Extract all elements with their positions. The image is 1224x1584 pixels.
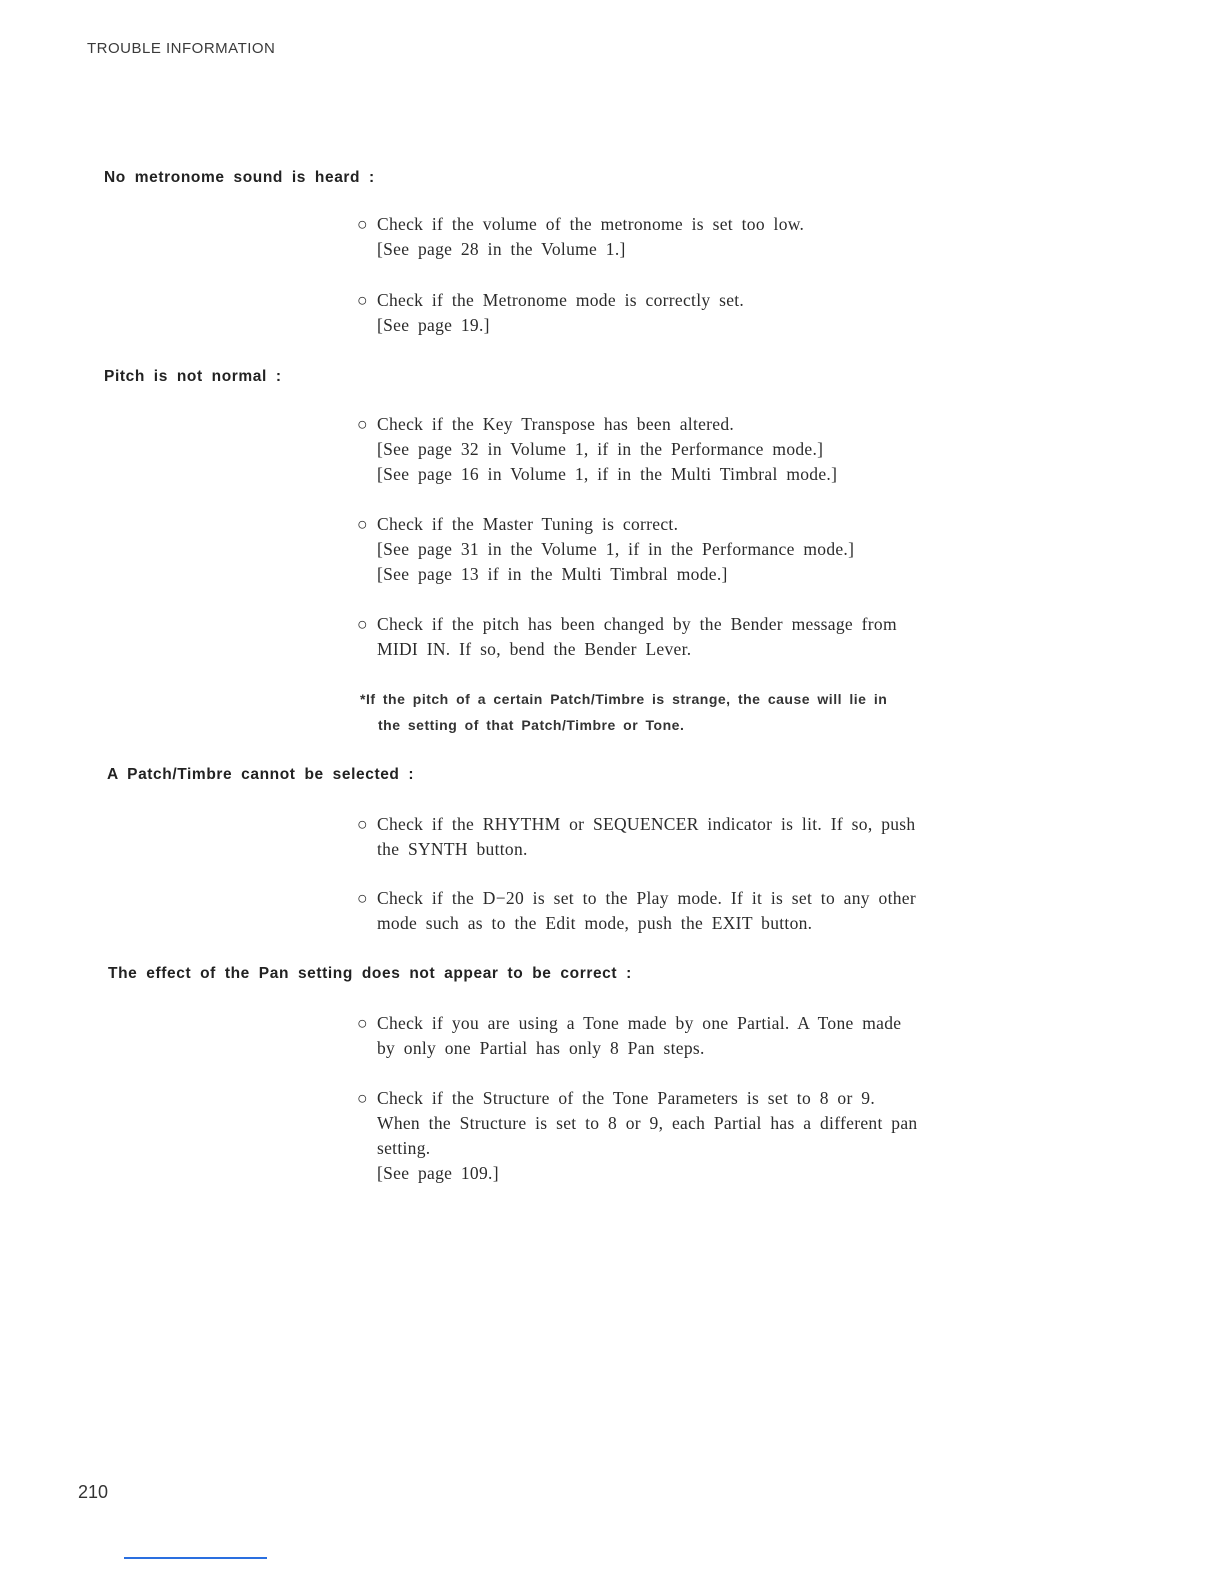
item-text: When the Structure is set to 8 or 9, each Partial has a different pan [377,1113,918,1133]
check-item [357,612,987,662]
circle-bullet-icon: ○ [357,614,368,634]
item-text: by only one Partial has only 8 Pan steps. [377,1038,705,1058]
section-heading: The effect of the Pan setting does not appear to be correct : [108,965,632,982]
section-heading: Pitch is not normal : [104,368,282,385]
check-item [357,288,987,338]
asterisk-icon: * [360,691,366,707]
item-text: mode such as to the Edit mode, push the EXIT button. [377,913,813,933]
section-heading: No metronome sound is heard : [104,169,375,186]
running-header: TROUBLE INFORMATION [87,40,276,57]
circle-bullet-icon: ○ [357,888,368,908]
item-text: [See page 13 if in the Multi Timbral mode.] [377,564,728,584]
circle-bullet-icon: ○ [357,214,368,234]
item-text: [See page 31 in the Volume 1, if in the Performance mode.] [377,539,855,559]
circle-bullet-icon: ○ [357,1013,368,1033]
item-text: Check if the pitch has been changed by the Bender message from [377,614,897,634]
check-item [357,212,987,262]
item-text: setting. [377,1138,431,1158]
item-text: [See page 16 in Volume 1, if in the Multi Timbral mode.] [377,464,838,484]
item-text: Check if the Metronome mode is correctly set. [377,290,745,310]
note [360,686,990,738]
item-text: [See page 32 in Volume 1, if in the Performance mode.] [377,439,824,459]
item-text: [See page 19.] [377,315,490,335]
item-text: the SYNTH button. [377,839,528,859]
item-text: [See page 109.] [377,1163,499,1183]
circle-bullet-icon: ○ [357,814,368,834]
circle-bullet-icon: ○ [357,514,368,534]
item-text: Check if the Structure of the Tone Parameters is set to 8 or 9. [377,1088,875,1108]
page-number: 210 [78,1482,109,1502]
check-item [357,1086,987,1186]
item-text: Check if the Master Tuning is correct. [377,514,679,534]
footer-rule [124,1557,267,1559]
item-text: Check if the D−20 is set to the Play mode. If it is set to any other [377,888,916,908]
item-text: MIDI IN. If so, bend the Bender Lever. [377,639,692,659]
item-text: Check if you are using a Tone made by one Partial. A Tone made [377,1013,902,1033]
check-item [357,412,987,487]
check-item [357,886,987,936]
item-text: Check if the volume of the metronome is set too low. [377,214,805,234]
check-item [357,812,987,862]
item-text: [See page 28 in the Volume 1.] [377,239,626,259]
section-heading: A Patch/Timbre cannot be selected : [107,766,415,783]
item-text: Check if the Key Transpose has been altered. [377,414,735,434]
check-item [357,1011,987,1061]
check-item [357,512,987,587]
note-text: the setting of that Patch/Timbre or Tone. [378,717,685,733]
circle-bullet-icon: ○ [357,1088,368,1108]
circle-bullet-icon: ○ [357,414,368,434]
circle-bullet-icon: ○ [357,290,368,310]
item-text: Check if the RHYTHM or SEQUENCER indicator is lit. If so, push [377,814,916,834]
note-text: If the pitch of a certain Patch/Timbre is strange, the cause will lie in [365,691,888,707]
